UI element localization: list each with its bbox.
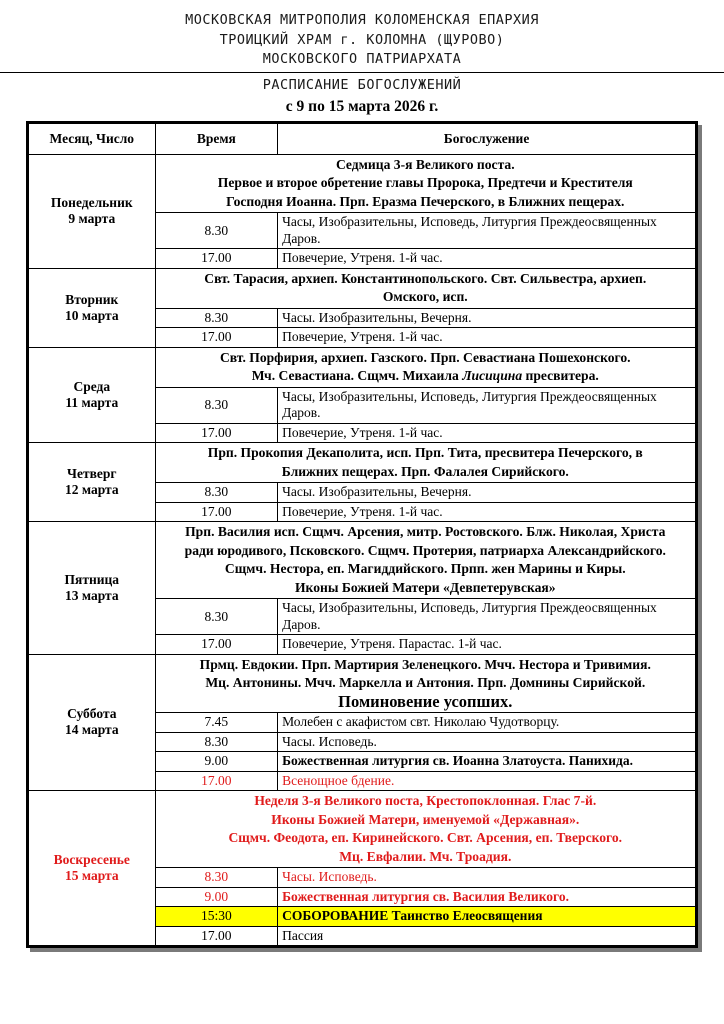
day-cell-1 [28,154,156,268]
document-header [0,0,724,121]
service-time: 9.00 [155,752,278,772]
service-description: Божественная литургия св. Василия Великого. [278,887,697,907]
service-time: 17.00 [155,635,278,655]
service-description: Молебен с акафистом свт. Николаю Чудотворцу. [278,713,697,733]
day-title-line: Прмц. Евдокии. Прп. Мартирия Зеленецкого. Мчч. Нестора и Тривимия. [199,656,651,672]
day-title-line: Господня Иоанна. Прп. Еразма Печерского, в Ближних пещерах. [226,193,625,209]
service-description: Повечерие, Утреня. Парастас. 1-й час. [278,635,697,655]
day-title-line: Иконы Божией Матери, именуемой «Державная». [271,811,580,827]
day-title-line: Иконы Божией Матери «Девпетерувская» [294,579,556,595]
day-title-line: Сщмч. Феодота, еп. Киринейского. Свт. Арсения, еп. Тверского. [228,830,623,845]
service-time: 8.30 [155,213,278,249]
day-date: 14 марта [64,722,119,738]
service-time: 15:30 [155,907,278,927]
day-title-cell-5 [155,522,696,599]
column-header-service: Богослужение [278,122,697,154]
service-time: 8.30 [155,732,278,752]
service-time: 8.30 [155,483,278,503]
date-range: с 9 по 15 марта 2026 г. [285,97,439,115]
service-time: 8.30 [155,868,278,888]
day-title-line: Ближних пещерах. Прп. Фалалея Сирийского. [281,463,569,479]
day-title-cell-6 [155,654,696,713]
day-date: 9 марта [68,211,116,226]
day-title-cell-4 [155,443,696,483]
day-title-line: Неделя 3-я Великого поста, Крестопоклонная. Глас 7-й. [254,793,597,808]
day-date: 10 марта [64,307,119,323]
day-date: 15 марта [64,868,119,883]
table-header-row [28,122,697,154]
schedule-body [28,154,697,947]
day-title-line: Свт. Порфирия, архиеп. Газского. Прп. Севастиана Пошехонского. [219,349,631,365]
service-description: Пассия [278,926,697,947]
day-title-line: Первое и второе обретение главы Пророка, Предтечи и Крестителя [217,175,633,190]
day-title-line: Прп. Прокопия Декаполита, исп. Прп. Тита, пресвитера Печерского, в [207,445,643,460]
table-row [28,791,697,868]
column-header-time: Время [155,122,278,154]
day-name: Вторник [65,291,119,307]
schedule-table-wrapper [26,121,698,949]
service-time: 8.30 [155,387,278,423]
day-cell-6 [28,654,156,791]
day-date: 12 марта [64,482,119,497]
day-title-line: Мц. Антонины. Мчч. Маркелла и Антония. Прп. Домнины Сирийской. [205,675,646,690]
service-description: Часы. Изобразительны, Вечерня. [278,483,697,503]
service-description: Часы, Изобразительны, Исповедь, Литургия Преждеосвященных Даров. [278,213,697,249]
org-line-3: МОСКОВСКОГО ПАТРИАРХАТА [262,51,462,67]
day-date: 11 марта [65,394,119,410]
service-description: Часы, Изобразительны, Исповедь, Литургия Преждеосвященных Даров. [278,599,697,635]
service-time: 8.30 [155,308,278,328]
org-line-2: ТРОИЦКИЙ ХРАМ г. КОЛОМНА (ЩУРОВО) [219,31,505,48]
service-description: Часы. Изобразительны, Вечерня. [278,308,697,328]
italic-name: Лисицина [462,368,523,383]
service-description: Часы. Исповедь. [278,868,697,888]
day-title-cell-2 [155,268,696,308]
table-row [28,522,697,599]
service-description: Часы. Исповедь. [278,732,697,752]
day-title-line: Свт. Тарасия, архиеп. Константинопольского. Свт. Сильвестра, архиеп. [204,270,647,286]
day-name: Четверг [67,466,117,481]
service-description: Всенощное бдение. [278,771,697,791]
day-cell-4 [28,443,156,522]
service-time: 17.00 [155,771,278,791]
day-title-line: Омского, исп. [382,289,468,304]
day-cell-5 [28,522,156,655]
day-cell-3 [28,347,156,443]
service-time: 17.00 [155,502,278,522]
day-title-cell-7 [155,791,696,868]
day-name: Суббота [67,706,117,722]
day-title-cell-1 [155,154,696,213]
day-name: Воскресенье [53,852,130,867]
service-description: СОБОРОВАНИЕ Таинство Елеосвящения [278,907,697,927]
service-description: Повечерие, Утреня. 1-й час. [278,328,697,348]
schedule-table [26,121,698,949]
service-description: Повечерие, Утреня. 1-й час. [278,249,697,269]
service-description: Часы, Изобразительны, Исповедь, Литургия Преждеосвященных Даров. [278,387,697,423]
day-title-line: Прп. Василия исп. Сщмч. Арсения, митр. Ростовского. Блж. Николая, Христа [185,524,666,539]
schedule-label: РАСПИСАНИЕ БОГОСЛУЖЕНИЙ [262,76,462,93]
day-title-line: Мч. Севастиана. Сщмч. Михаила Лисицина пресвитера. [251,368,599,383]
service-time: 8.30 [155,599,278,635]
table-row [28,654,697,713]
service-description: Божественная литургия св. Иоанна Златоуста. Панихида. [278,752,697,772]
service-time: 17.00 [155,249,278,269]
day-name: Пятница [64,571,120,587]
day-title-cell-3 [155,347,696,387]
day-title-line: ради юродивого, Псковского. Сщмч. Протерия, патриарха Александрийского. [184,542,666,558]
column-header-day: Месяц, Число [28,122,156,154]
day-title-line: Седмица 3-я Великого поста. [335,156,515,172]
day-name: Среда [73,378,111,394]
service-description: Повечерие, Утреня. 1-й час. [278,423,697,443]
table-row [28,347,697,387]
org-line-1: МОСКОВСКАЯ МИТРОПОЛИЯ КОЛОМЕНСКАЯ ЕПАРХИЯ [185,12,539,28]
service-time: 7.45 [155,713,278,733]
day-title-line: Поминовение усопших. [338,691,513,711]
day-date: 13 марта [64,587,119,603]
day-title-line: Сщмч. Нестора, еп. Магиддийского. Прпп. жен Марины и Киры. [224,561,626,576]
day-title-line: Мц. Евфалии. Мч. Троадия. [339,848,512,864]
table-row [28,268,697,308]
day-name: Понедельник [50,195,133,210]
service-time: 17.00 [155,328,278,348]
service-time: 17.00 [155,423,278,443]
table-row [28,443,697,483]
service-time: 17.00 [155,926,278,947]
table-row [28,154,697,213]
day-cell-2 [28,268,156,347]
service-description: Повечерие, Утреня. 1-й час. [278,502,697,522]
day-cell-7 [28,791,156,947]
service-time: 9.00 [155,887,278,907]
